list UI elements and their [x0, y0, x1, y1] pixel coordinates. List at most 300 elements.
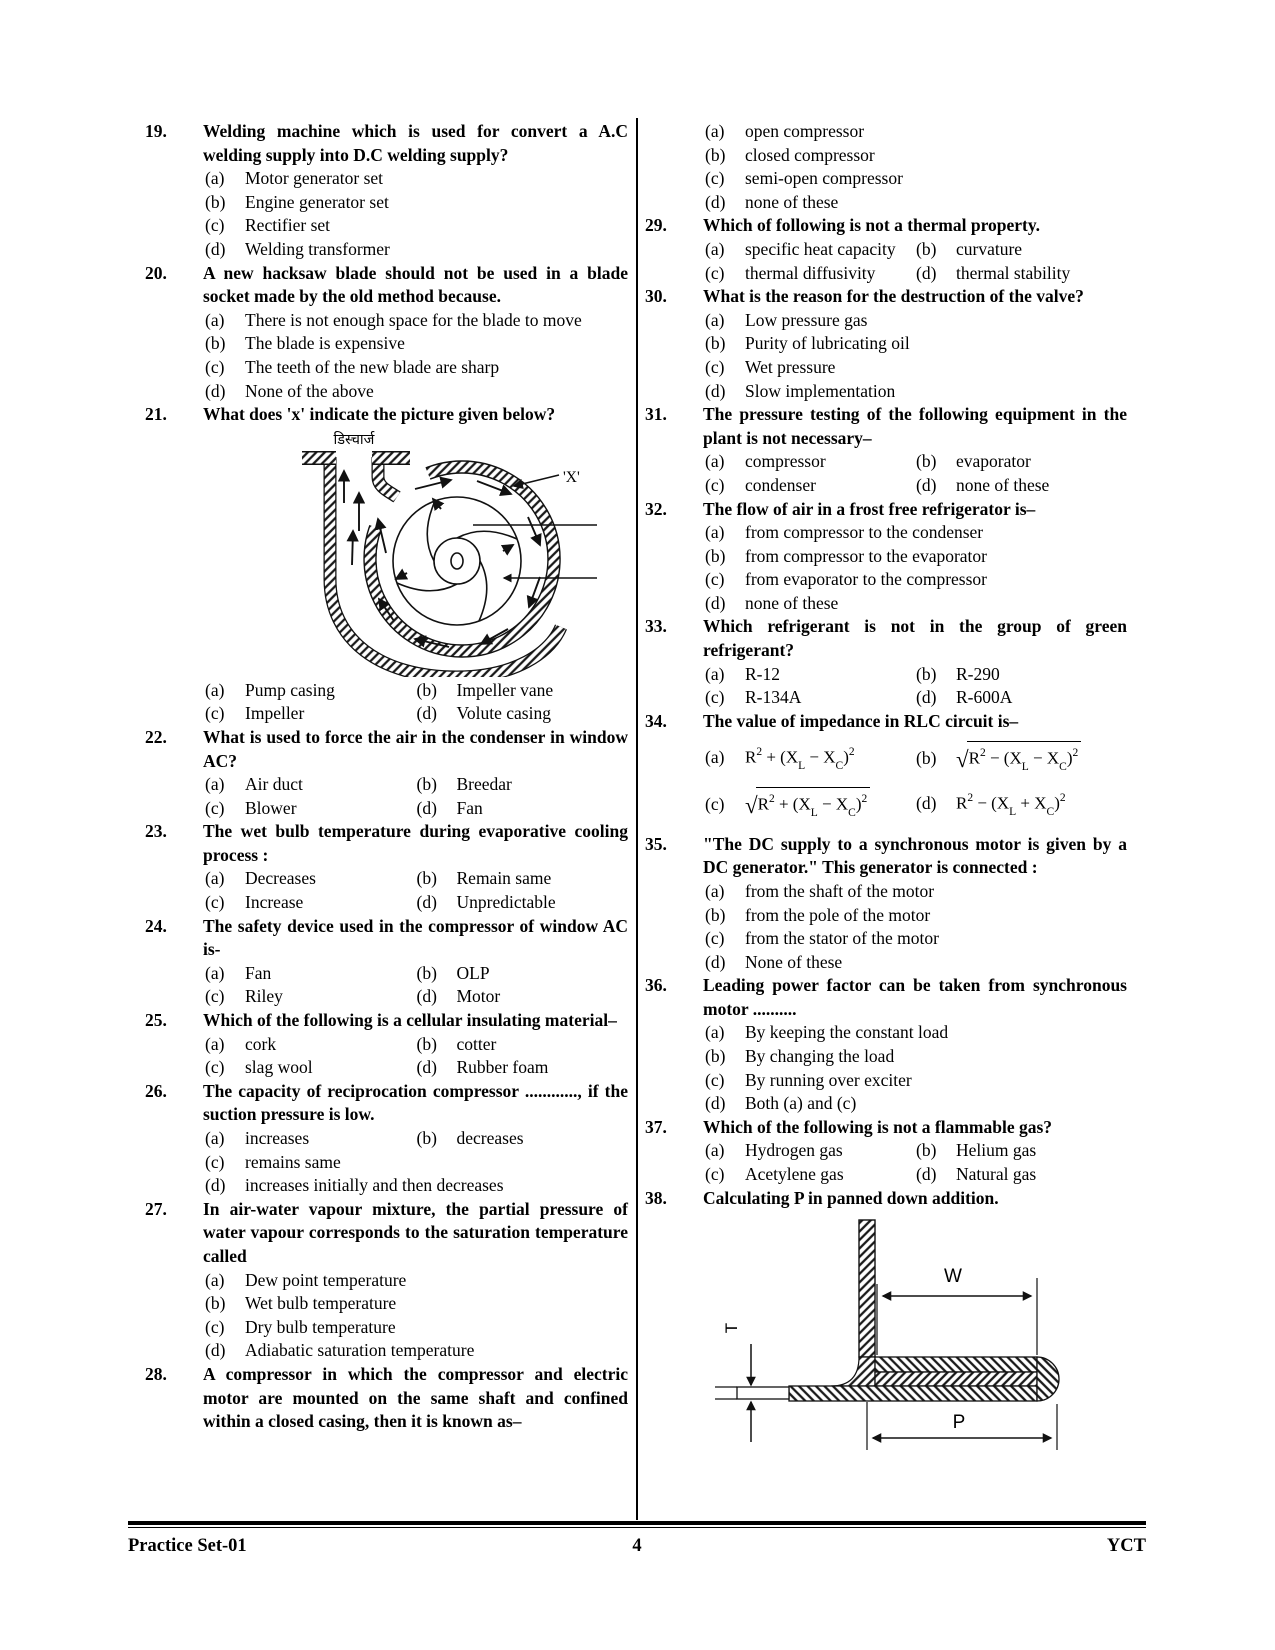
option	[916, 686, 1127, 710]
option-text: slag wool	[245, 1057, 313, 1078]
option-row	[705, 1139, 1127, 1163]
option-label: (c)	[705, 928, 725, 949]
option-text: from the shaft of the motor	[745, 880, 935, 901]
question-number: 27.	[145, 1198, 167, 1219]
question-25	[145, 1009, 628, 1080]
question-36	[645, 974, 1127, 1116]
option-label: (b)	[205, 191, 226, 212]
question-body	[203, 1363, 628, 1434]
option-label: (c)	[205, 797, 225, 818]
option-text: Decreases	[245, 868, 316, 889]
option-row	[705, 1092, 1127, 1116]
question-number: 29.	[645, 215, 667, 236]
option-label: (a)	[705, 309, 725, 330]
question-38	[645, 1187, 1127, 1461]
option-label: (c)	[705, 356, 725, 377]
option-label: (c)	[705, 474, 725, 495]
option-label: (d)	[416, 1057, 437, 1078]
option-text: decreases	[456, 1128, 524, 1148]
option-row	[205, 167, 628, 191]
option	[417, 891, 629, 915]
option-text: Remain same	[456, 868, 552, 889]
option	[705, 191, 1127, 215]
option-label: (b)	[916, 748, 937, 769]
option	[205, 191, 628, 215]
option-text: none of these	[745, 592, 839, 613]
option-row	[705, 474, 1127, 498]
options	[703, 663, 1127, 710]
question-text: Welding machine which is used for convert a A.C welding supply into D.C welding supply?	[203, 121, 628, 165]
question-number: 24.	[145, 915, 167, 936]
option-label: (c)	[705, 1069, 725, 1090]
x-callout-label: 'X'	[563, 468, 580, 486]
option-label: (d)	[205, 238, 226, 259]
option-label: (d)	[205, 380, 226, 401]
question-body	[703, 498, 1127, 616]
question-text: The wet bulb temperature during evaporative cooling process :	[203, 821, 628, 865]
option-text: from the stator of the motor	[745, 928, 939, 949]
option	[205, 1127, 417, 1151]
option-label: (d)	[916, 687, 937, 708]
option-label: (b)	[416, 868, 437, 889]
option-label: (d)	[705, 592, 726, 613]
options	[203, 867, 628, 914]
question-number: 21.	[145, 404, 167, 425]
options	[203, 962, 628, 1009]
option-formula: $√R^2 - (X_L - X_C)^2$	[956, 741, 1127, 778]
p-dimension-label: P	[952, 1412, 966, 1434]
option-text: None of the above	[245, 380, 374, 401]
option	[916, 474, 1127, 498]
option-row	[205, 1269, 628, 1293]
option-text: Breedar	[456, 774, 512, 795]
question-30	[645, 285, 1127, 403]
question-number: 32.	[645, 498, 667, 519]
option-text: Purity of lubricating oil	[745, 333, 910, 354]
option	[417, 985, 629, 1009]
option-text: Wet pressure	[745, 356, 836, 377]
option	[205, 214, 628, 238]
options	[203, 1127, 628, 1198]
option-label: (c)	[205, 1316, 225, 1337]
option	[705, 238, 916, 262]
option-row	[205, 1127, 628, 1151]
left-column	[145, 120, 628, 1434]
option	[205, 867, 417, 891]
option-label: (d)	[416, 986, 437, 1007]
option-label: (c)	[705, 687, 725, 708]
question-text: "The DC supply to a synchronous motor is given by a DC generator." This generator is connected :	[703, 833, 1127, 878]
option-text: Fan	[456, 797, 483, 818]
option	[205, 1269, 628, 1293]
page-footer	[128, 1534, 1146, 1558]
option-label: (a)	[205, 168, 225, 189]
question-continued	[645, 120, 1127, 214]
option-text: compressor	[745, 451, 826, 472]
option-row	[705, 1163, 1127, 1187]
option-text: condenser	[745, 474, 816, 495]
option-text: cotter	[456, 1033, 497, 1054]
options	[703, 450, 1127, 497]
options	[703, 521, 1127, 615]
question-number: 22.	[145, 726, 167, 747]
option	[705, 332, 1127, 356]
option-row	[205, 1151, 628, 1175]
option-label: (d)	[416, 892, 437, 913]
footer-rule-thin	[128, 1527, 1146, 1528]
option	[705, 167, 1127, 191]
seam-top-layer	[875, 1357, 1037, 1372]
option	[705, 450, 916, 474]
option-text: Wet bulb temperature	[245, 1293, 397, 1314]
options	[203, 1033, 628, 1080]
option-row	[205, 1174, 628, 1198]
option-row	[205, 1292, 628, 1316]
option-text: The blade is expensive	[245, 333, 405, 354]
question-31	[645, 403, 1127, 497]
options	[203, 773, 628, 820]
option-text: none of these	[956, 474, 1050, 495]
option-label: (a)	[205, 679, 225, 700]
options	[703, 1021, 1127, 1115]
option-label: (c)	[205, 215, 225, 236]
options	[203, 679, 628, 726]
option-label: (a)	[205, 962, 225, 983]
question-text: Which of the following is not a flammable gas?	[703, 1116, 1053, 1137]
option-label: (c)	[705, 1164, 725, 1185]
question-text: In air-water vapour mixture, the partial pressure of water vapour corresponds to the saturation temperature called	[203, 1198, 628, 1266]
question-text: The value of impedance in RLC circuit is–	[703, 710, 1019, 731]
question-body	[703, 403, 1127, 497]
hem-seam-figure	[701, 1216, 1113, 1460]
option-label: (a)	[205, 868, 225, 889]
option	[916, 450, 1127, 474]
option-label: (b)	[416, 679, 437, 700]
question-24	[145, 915, 628, 1009]
option-text: from evaporator to the compressor	[745, 569, 988, 590]
option	[205, 309, 628, 333]
question-body	[203, 403, 628, 726]
option-text: None of these	[745, 951, 843, 972]
option-text: Fan	[245, 962, 272, 983]
option-formula: $√R^2 + (X_L - X_C)^2$	[745, 787, 916, 824]
option-row	[705, 741, 1127, 778]
option-text: R-600A	[956, 687, 1013, 708]
option	[417, 867, 629, 891]
question-21	[145, 403, 628, 726]
option-label: (c)	[705, 569, 725, 590]
option-row	[705, 332, 1127, 356]
option	[705, 144, 1127, 168]
question-body	[703, 1187, 1127, 1461]
question-text: The capacity of reciprocation compressor ............, if the suction pressure is low.	[203, 1080, 628, 1125]
option-label: (b)	[416, 1128, 437, 1148]
option-text: Increase	[245, 892, 304, 913]
question-body	[703, 615, 1127, 709]
option-text: Volute casing	[456, 703, 551, 724]
option-label: (d)	[705, 191, 726, 212]
question-26	[145, 1080, 628, 1198]
option-text: thermal stability	[956, 262, 1071, 283]
option	[417, 702, 629, 726]
impeller-hub	[434, 538, 480, 584]
option-text: By running over exciter	[745, 1069, 912, 1090]
question-23	[145, 820, 628, 914]
options	[703, 1139, 1127, 1186]
option-text: open compressor	[745, 121, 865, 141]
option-text: By keeping the constant load	[745, 1022, 949, 1043]
option-text: Natural gas	[956, 1164, 1037, 1185]
option	[916, 238, 1127, 262]
option-text: thermal diffusivity	[745, 262, 876, 283]
option-label: (a)	[705, 522, 725, 543]
question-body	[703, 120, 1127, 214]
option	[705, 592, 1127, 616]
question-number: 37.	[645, 1116, 667, 1137]
option-label: (d)	[916, 1164, 937, 1185]
question-body	[203, 1080, 628, 1198]
option-text: R-134A	[745, 687, 802, 708]
option	[705, 686, 916, 710]
option	[205, 1151, 628, 1175]
question-body	[203, 820, 628, 914]
option-text: Motor	[456, 986, 501, 1007]
t-dimension-label: T	[722, 1323, 741, 1334]
option	[705, 1045, 1127, 1069]
option-label: (b)	[916, 238, 937, 259]
question-body	[703, 1116, 1127, 1187]
option-label: (b)	[916, 663, 937, 684]
option-text: from compressor to the evaporator	[745, 545, 988, 566]
question-number: 26.	[145, 1080, 167, 1101]
question-number: 35.	[645, 833, 667, 854]
option-row	[705, 167, 1127, 191]
option	[205, 797, 417, 821]
option	[205, 891, 417, 915]
option	[916, 262, 1127, 286]
option-label: (c)	[705, 262, 725, 283]
option-label: (b)	[705, 545, 726, 566]
option	[705, 927, 1127, 951]
question-19	[145, 120, 628, 262]
option-row	[205, 1316, 628, 1340]
bend-fillet	[831, 1357, 875, 1386]
option-label: (a)	[705, 1140, 725, 1161]
option-row	[205, 1339, 628, 1363]
option-row	[705, 120, 1127, 144]
centrifugal-pump-figure	[257, 431, 597, 677]
question-body	[703, 833, 1127, 975]
option-row	[205, 867, 628, 891]
question-29	[645, 214, 1127, 285]
option-label: (d)	[705, 951, 726, 972]
option-row	[205, 380, 628, 404]
option-label: (c)	[705, 793, 725, 814]
option	[705, 356, 1127, 380]
option-label: (d)	[416, 797, 437, 818]
option-row	[705, 450, 1127, 474]
w-dimension-label: W	[944, 1266, 962, 1288]
question-22	[145, 726, 628, 820]
question-text: Which refrigerant is not in the group of green refrigerant?	[703, 616, 1127, 661]
question-28	[145, 1363, 628, 1434]
option-text: Adiabatic saturation temperature	[245, 1340, 475, 1361]
option-row	[705, 144, 1127, 168]
option	[417, 1127, 629, 1151]
option	[916, 741, 1127, 778]
option-row	[705, 927, 1127, 951]
option-label: (b)	[416, 962, 437, 983]
option-text: There is not enough space for the blade to move	[245, 309, 582, 330]
option-text: R-12	[745, 663, 780, 684]
option	[705, 1092, 1127, 1116]
option-text: Impeller vane	[456, 679, 554, 700]
option-label: (c)	[205, 1057, 225, 1078]
question-number: 33.	[645, 616, 667, 637]
options	[203, 1269, 628, 1363]
question-body	[703, 214, 1127, 285]
vertical-sheet	[859, 1220, 875, 1357]
option-text: By changing the load	[745, 1046, 895, 1067]
option	[705, 904, 1127, 928]
option-formula: $R^2 - (X_L + X_C)^2$	[956, 792, 1066, 819]
option-row	[705, 356, 1127, 380]
option	[705, 474, 916, 498]
option-row	[205, 1033, 628, 1057]
option-text: Helium gas	[956, 1140, 1037, 1161]
option-text: closed compressor	[745, 144, 875, 165]
footer-rule-thick	[128, 1521, 1146, 1525]
option	[205, 773, 417, 797]
option-row	[205, 309, 628, 333]
option-row	[205, 356, 628, 380]
option	[205, 962, 417, 986]
option-text: semi-open compressor	[745, 168, 903, 189]
option	[705, 663, 916, 687]
option-text: Both (a) and (c)	[745, 1093, 857, 1114]
options	[203, 167, 628, 261]
option-formula: $R^2 + (X_L - X_C)^2$	[745, 746, 855, 773]
option	[705, 120, 1127, 144]
question-number: 30.	[645, 286, 667, 307]
option	[417, 1056, 629, 1080]
question-number: 28.	[145, 1363, 167, 1384]
option-label: (d)	[916, 474, 937, 495]
option-text: specific heat capacity	[745, 238, 896, 259]
option-label: (b)	[416, 774, 437, 795]
option	[417, 679, 629, 703]
option-row	[205, 702, 628, 726]
option-row	[705, 380, 1127, 404]
option-text: Riley	[245, 986, 283, 1007]
option	[205, 238, 628, 262]
option	[205, 985, 417, 1009]
option-text: R-290	[956, 663, 1000, 684]
option-label: (c)	[205, 356, 225, 377]
option-label: (a)	[705, 663, 725, 684]
discharge-label: डिस्चार्ज	[333, 431, 375, 448]
question-text: The flow of air in a frost free refrigerator is–	[703, 498, 1036, 519]
option-label: (c)	[205, 1151, 225, 1172]
option	[705, 568, 1127, 592]
option-text: cork	[245, 1033, 277, 1054]
question-number: 23.	[145, 821, 167, 842]
option-text: Dew point temperature	[245, 1269, 407, 1290]
option-text: from the pole of the motor	[745, 904, 931, 925]
option-label: (b)	[705, 1046, 726, 1067]
seam-middle-layer	[875, 1372, 1037, 1386]
question-text: What is used to force the air in the condenser in window AC?	[203, 726, 628, 771]
option-text: Rubber foam	[456, 1057, 549, 1078]
option	[705, 545, 1127, 569]
option	[205, 702, 417, 726]
option-label: (a)	[205, 1033, 225, 1054]
option-row	[705, 663, 1127, 687]
option-label: (b)	[205, 333, 226, 354]
question-text: A compressor in which the compressor and electric motor are mounted on the same shaft and confined within a closed casing, then it is known as–	[203, 1363, 628, 1432]
option	[205, 1339, 628, 1363]
option-label: (c)	[205, 986, 225, 1007]
option	[205, 356, 628, 380]
option-row	[705, 238, 1127, 262]
option	[417, 773, 629, 797]
option	[916, 788, 1127, 823]
question-body	[203, 120, 628, 262]
question-body	[203, 262, 628, 404]
option	[705, 787, 916, 824]
option-label: (a)	[205, 1128, 225, 1148]
column-divider	[636, 118, 638, 1520]
option-label: (b)	[705, 144, 726, 165]
option-row	[205, 1056, 628, 1080]
option-label: (b)	[705, 904, 726, 925]
question-number: 31.	[645, 404, 667, 425]
thin-sheet-edge	[737, 1387, 789, 1399]
option-row	[705, 880, 1127, 904]
option-label: (d)	[205, 1175, 226, 1196]
option	[205, 332, 628, 356]
question-text: What does 'x' indicate the picture given below?	[203, 404, 556, 425]
option	[205, 1056, 417, 1080]
option-text: Unpredictable	[456, 892, 556, 913]
option-label: (a)	[705, 121, 725, 141]
option-text: Rectifier set	[245, 215, 331, 236]
question-text: The pressure testing of the following equipment in the plant is not necessary–	[703, 404, 1127, 448]
footer-publisher: YCT	[1106, 1536, 1146, 1556]
question-body	[203, 1198, 628, 1363]
option	[705, 1139, 916, 1163]
question-34	[645, 710, 1127, 833]
option-text: evaporator	[956, 451, 1031, 472]
option	[916, 1139, 1127, 1163]
option-label: (b)	[205, 1293, 226, 1314]
question-number: 19.	[145, 121, 167, 141]
option-text: The teeth of the new blade are sharp	[245, 356, 500, 377]
option-row	[705, 545, 1127, 569]
question-text: Which of following is not a thermal property.	[703, 215, 1041, 236]
option-row	[705, 309, 1127, 333]
question-body	[203, 915, 628, 1009]
option	[417, 797, 629, 821]
option-text: Dry bulb temperature	[245, 1316, 396, 1337]
question-body	[703, 285, 1127, 403]
option-row	[705, 521, 1127, 545]
option-text: remains same	[245, 1151, 341, 1172]
option	[705, 880, 1127, 904]
option-row	[205, 238, 628, 262]
option	[205, 1292, 628, 1316]
option-row	[205, 985, 628, 1009]
